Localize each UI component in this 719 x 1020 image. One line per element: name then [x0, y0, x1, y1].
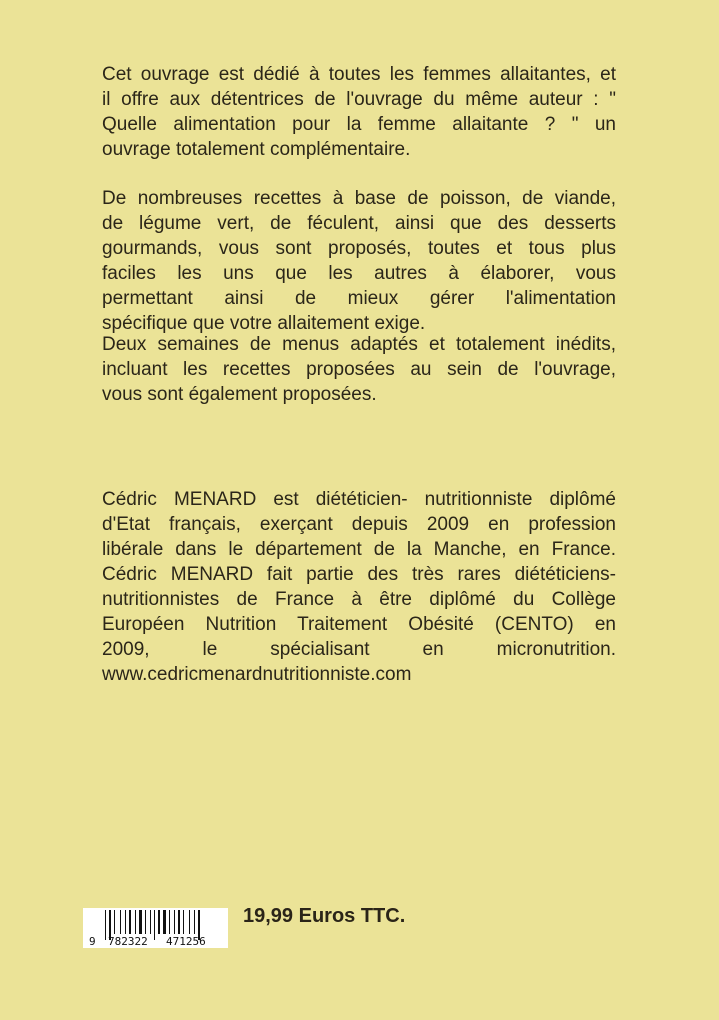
price-label: 19,99 Euros TTC. [243, 905, 406, 927]
barcode-bar [150, 910, 151, 934]
isbn-barcode [83, 908, 228, 948]
text-line: de légume vert, de féculent, ainsi que des desserts [102, 213, 616, 234]
barcode-bar [169, 910, 170, 934]
text-line: spécifique que votre allaitement exige. [102, 313, 426, 334]
barcode-bar [120, 910, 121, 934]
barcode-bar [194, 910, 195, 934]
barcode-bars [105, 910, 223, 936]
text-line[interactable]: www.cedricmenardnutritionniste.com [102, 664, 412, 685]
barcode-bar [189, 910, 190, 934]
barcode-bar [178, 910, 180, 934]
text-line: Cet ouvrage est dédié à toutes les femmes allaitantes, et [102, 64, 616, 85]
text-line: Cédric MENARD fait partie des très rares diététiciens- [102, 564, 616, 585]
barcode-bar [114, 910, 115, 934]
text-line: De nombreuses recettes à base de poisson, de viande, [102, 188, 616, 209]
text-line: libérale dans le département de la Manche, en France. [102, 539, 616, 560]
barcode-bar [145, 910, 146, 934]
dedication-paragraph [102, 62, 616, 162]
text-line: Quelle alimentation pour la femme allaitante ? " un [102, 114, 616, 135]
barcode-bar [135, 910, 136, 934]
barcode-bar [139, 910, 142, 934]
text-line: Européen Nutrition Traitement Obésité (CENTO) en [102, 614, 616, 635]
barcode-bar [183, 910, 184, 934]
text-line: vous sont également proposées. [102, 384, 377, 405]
barcode-bar [105, 910, 106, 940]
text-line: gourmands, vous sont proposés, toutes et tous plus [102, 238, 616, 259]
text-line: Cédric MENARD est diététicien- nutritionniste diplômé [102, 489, 616, 510]
barcode-digits-right: 471256 [166, 935, 206, 948]
barcode-digits-left: 782322 [108, 935, 148, 948]
barcode-bar [174, 910, 175, 934]
text-line: nutritionnistes de France à être diplômé du Collège [102, 589, 616, 610]
text-line: incluant les recettes proposées au sein de l'ouvrage, [102, 359, 616, 380]
barcode-bar [163, 910, 166, 934]
text-line: permettant ainsi de mieux gérer l'alimentation [102, 288, 616, 309]
barcode-bar [158, 910, 160, 934]
text-line: Deux semaines de menus adaptés et totalement inédits, [102, 334, 616, 355]
barcode-digit-first: 9 [89, 935, 96, 948]
barcode-bar [129, 910, 131, 934]
barcode-bar [125, 910, 126, 934]
text-line: ouvrage totalement complémentaire. [102, 139, 411, 160]
text-line: faciles les uns que les autres à élaborer, vous [102, 263, 616, 284]
text-line: d'Etat français, exerçant depuis 2009 en profession [102, 514, 616, 535]
text-line: 2009, le spécialisant en micronutrition. [102, 639, 616, 660]
menus-paragraph [102, 332, 616, 407]
recipes-paragraph [102, 186, 616, 336]
barcode-bar [154, 910, 155, 940]
text-line: il offre aux détentrices de l'ouvrage du même auteur : " [102, 89, 616, 110]
author-bio-paragraph [102, 487, 616, 687]
